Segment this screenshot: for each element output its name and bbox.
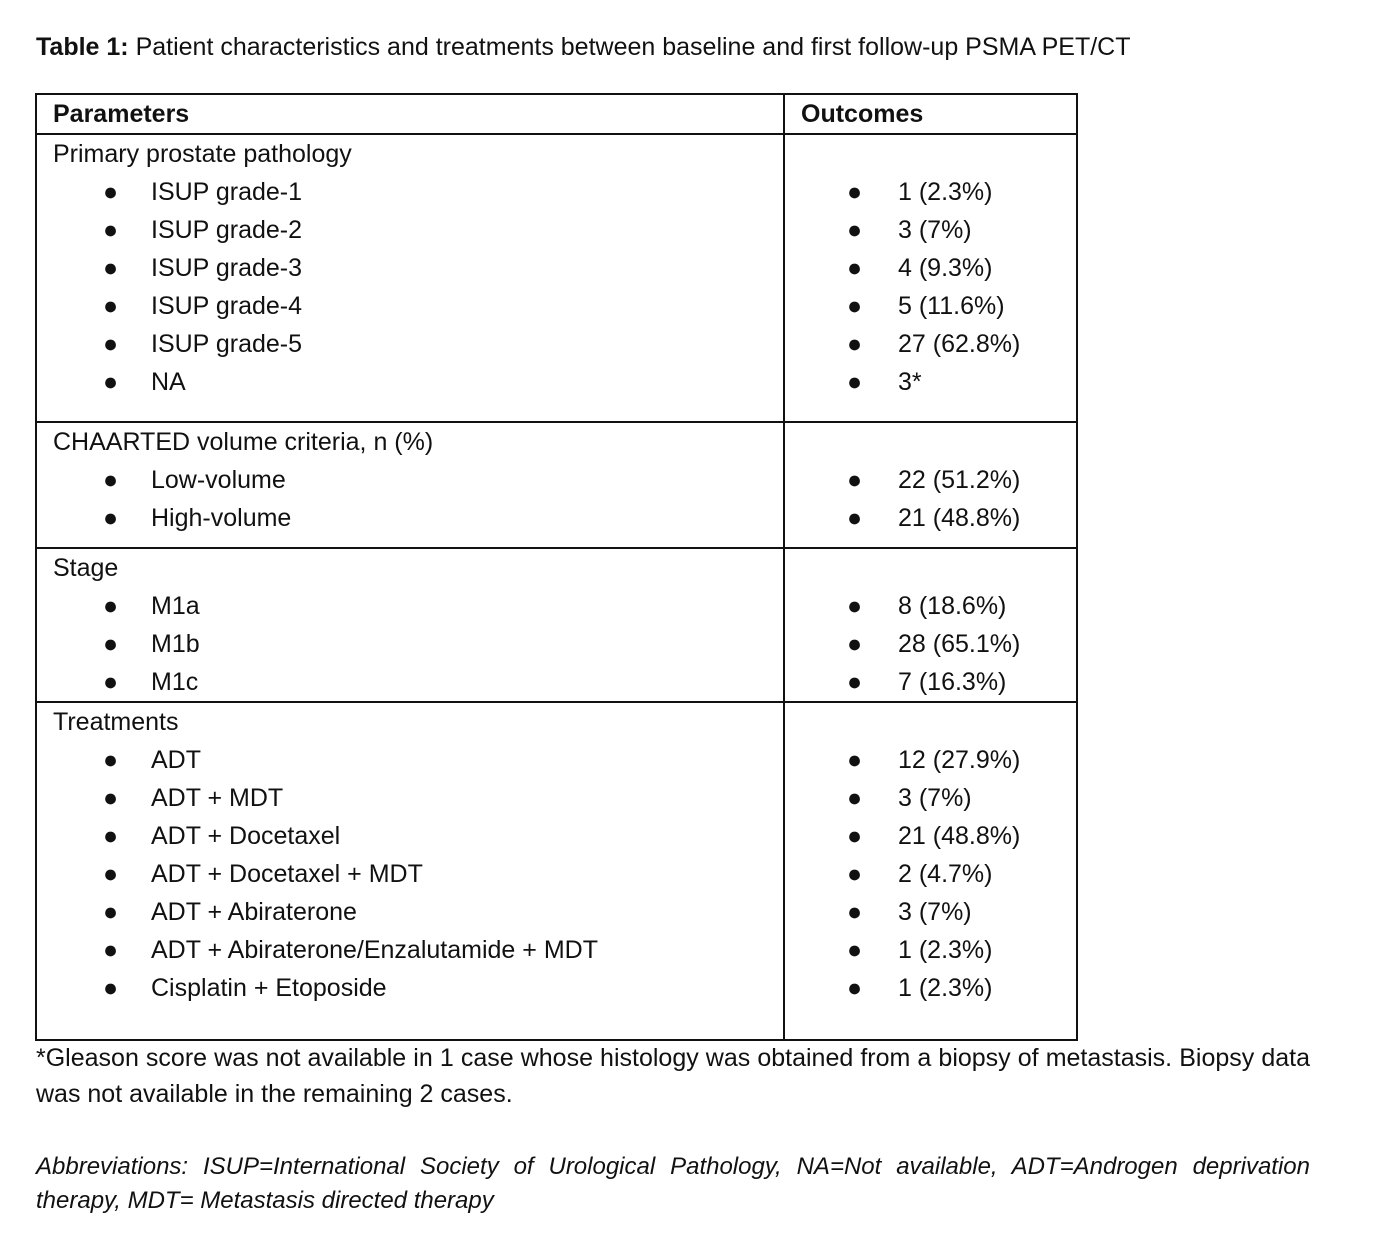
list-item <box>843 855 1076 893</box>
list-item <box>53 211 783 249</box>
bullet-icon: ● <box>847 292 863 320</box>
bullet-icon: ● <box>847 254 863 282</box>
list-item <box>843 325 1076 363</box>
group-outcomes-cell <box>784 548 1077 702</box>
item-label: ADT + Docetaxel + MDT <box>151 860 423 888</box>
list-item <box>843 779 1076 817</box>
item-label: ISUP grade-3 <box>151 254 303 282</box>
bullet-icon: ● <box>103 254 119 282</box>
outcome-value: 1 (2.3%) <box>898 974 993 1002</box>
outcome-value: 5 (11.6%) <box>898 292 1005 320</box>
list-item <box>53 779 783 817</box>
outcome-value: 7 (16.3%) <box>898 668 1007 696</box>
bullet-icon: ● <box>103 368 119 396</box>
list-item <box>53 625 783 663</box>
list-item <box>53 325 783 363</box>
list-item <box>53 969 783 1007</box>
item-label: M1a <box>151 592 200 620</box>
list-item <box>843 625 1076 663</box>
list-item <box>843 817 1076 855</box>
item-label: ISUP grade-5 <box>151 330 303 358</box>
patient-characteristics-table <box>35 93 1078 1041</box>
outcome-value: 2 (4.7%) <box>898 860 993 888</box>
bullet-icon: ● <box>847 668 863 696</box>
item-label: M1c <box>151 668 199 696</box>
bullet-icon: ● <box>103 292 119 320</box>
bullet-icon: ● <box>103 936 119 964</box>
list-item <box>53 931 783 969</box>
group-parameters-cell <box>36 702 784 1040</box>
bullet-icon: ● <box>847 822 863 850</box>
outcome-value: 8 (18.6%) <box>898 592 1007 620</box>
header-outcomes: Outcomes <box>784 94 1077 134</box>
outcome-value: 21 (48.8%) <box>898 504 1021 532</box>
list-item <box>843 461 1076 499</box>
list-item <box>53 855 783 893</box>
item-label: ADT + Docetaxel <box>151 822 341 850</box>
bullet-icon: ● <box>847 784 863 812</box>
list-item <box>843 969 1076 1007</box>
table-header-row <box>36 94 1077 134</box>
bullet-icon: ● <box>847 630 863 658</box>
outcome-value: 28 (65.1%) <box>898 630 1021 658</box>
outcome-value: 3 (7%) <box>898 898 972 926</box>
item-label: M1b <box>151 630 200 658</box>
bullet-icon: ● <box>847 216 863 244</box>
outcome-value: 12 (27.9%) <box>898 746 1021 774</box>
outcome-value: 3 (7%) <box>898 216 972 244</box>
header-parameters: Parameters <box>36 94 784 134</box>
list-item <box>53 249 783 287</box>
bullet-icon: ● <box>847 368 863 396</box>
bullet-icon: ● <box>103 466 119 494</box>
table-row <box>36 134 1077 422</box>
bullet-icon: ● <box>847 898 863 926</box>
list-item <box>53 363 783 401</box>
bullet-icon: ● <box>103 898 119 926</box>
bullet-icon: ● <box>847 466 863 494</box>
item-label: ISUP grade-2 <box>151 216 303 244</box>
group-parameters-cell <box>36 548 784 702</box>
bullet-icon: ● <box>103 330 119 358</box>
bullet-icon: ● <box>847 504 863 532</box>
item-label: ISUP grade-1 <box>151 178 303 206</box>
bullet-icon: ● <box>103 860 119 888</box>
bullet-icon: ● <box>103 784 119 812</box>
list-item <box>53 817 783 855</box>
list-item <box>843 249 1076 287</box>
bullet-icon: ● <box>103 668 119 696</box>
list-item <box>843 893 1076 931</box>
table-row <box>36 548 1077 702</box>
item-label: Low-volume <box>151 466 286 494</box>
group-title: Stage <box>53 554 119 582</box>
item-label: ISUP grade-4 <box>151 292 303 320</box>
outcome-value: 4 (9.3%) <box>898 254 993 282</box>
bullet-icon: ● <box>103 746 119 774</box>
list-item <box>843 363 1076 401</box>
bullet-icon: ● <box>847 974 863 1002</box>
bullet-icon: ● <box>103 630 119 658</box>
bullet-icon: ● <box>103 216 119 244</box>
table-caption-text: Patient characteristics and treatments between baseline and first follow-up PSMA PET/CT <box>128 33 1131 61</box>
list-item <box>53 741 783 779</box>
bullet-icon: ● <box>103 974 119 1002</box>
outcome-value: 1 (2.3%) <box>898 178 993 206</box>
list-item <box>53 461 783 499</box>
group-outcomes-cell <box>784 422 1077 548</box>
group-title: Treatments <box>53 708 179 736</box>
table-row <box>36 422 1077 548</box>
group-title: CHAARTED volume criteria, n (%) <box>53 428 434 456</box>
item-label: ADT + Abiraterone <box>151 898 357 926</box>
list-item <box>843 173 1076 211</box>
list-item <box>843 741 1076 779</box>
group-parameters-cell <box>36 422 784 548</box>
item-label: ADT <box>151 746 201 774</box>
list-item <box>843 931 1076 969</box>
outcome-value: 27 (62.8%) <box>898 330 1021 358</box>
bullet-icon: ● <box>847 860 863 888</box>
outcome-value: 21 (48.8%) <box>898 822 1021 850</box>
group-outcomes-cell <box>784 702 1077 1040</box>
outcome-value: 22 (51.2%) <box>898 466 1021 494</box>
item-label: ADT + MDT <box>151 784 284 812</box>
outcome-value: 1 (2.3%) <box>898 936 993 964</box>
outcome-value: 3 (7%) <box>898 784 972 812</box>
list-item <box>843 663 1076 701</box>
table-footnote: *Gleason score was not available in 1 case whose histology was obtained from a biopsy of metastasis. Biopsy data was not available in the remaining 2 cases. <box>36 1044 1310 1108</box>
list-item <box>53 173 783 211</box>
abbreviations-note: Abbreviations: ISUP=International Society of Urological Pathology, NA=Not available, ADT=Androgen deprivation therapy, MDT= Metastasis directed therapy <box>36 1153 1310 1214</box>
item-label: NA <box>151 368 186 396</box>
outcome-value: 3* <box>898 368 922 396</box>
table-row <box>36 702 1077 1040</box>
bullet-icon: ● <box>847 592 863 620</box>
bullet-icon: ● <box>103 504 119 532</box>
group-title: Primary prostate pathology <box>53 140 352 168</box>
bullet-icon: ● <box>847 330 863 358</box>
bullet-icon: ● <box>103 178 119 206</box>
list-item <box>53 893 783 931</box>
list-item <box>53 499 783 537</box>
list-item <box>843 211 1076 249</box>
list-item <box>843 587 1076 625</box>
table-caption-label: Table 1: <box>36 33 129 61</box>
bullet-icon: ● <box>847 746 863 774</box>
group-outcomes-cell <box>784 134 1077 422</box>
list-item <box>53 663 783 701</box>
item-label: High-volume <box>151 504 292 532</box>
bullet-icon: ● <box>847 936 863 964</box>
bullet-icon: ● <box>847 178 863 206</box>
list-item <box>53 287 783 325</box>
group-parameters-cell <box>36 134 784 422</box>
item-label: Cisplatin + Etoposide <box>151 974 387 1002</box>
list-item <box>843 287 1076 325</box>
list-item <box>843 499 1076 537</box>
list-item <box>53 587 783 625</box>
item-label: ADT + Abiraterone/Enzalutamide + MDT <box>151 936 598 964</box>
bullet-icon: ● <box>103 592 119 620</box>
table-caption <box>36 30 1130 64</box>
bullet-icon: ● <box>103 822 119 850</box>
